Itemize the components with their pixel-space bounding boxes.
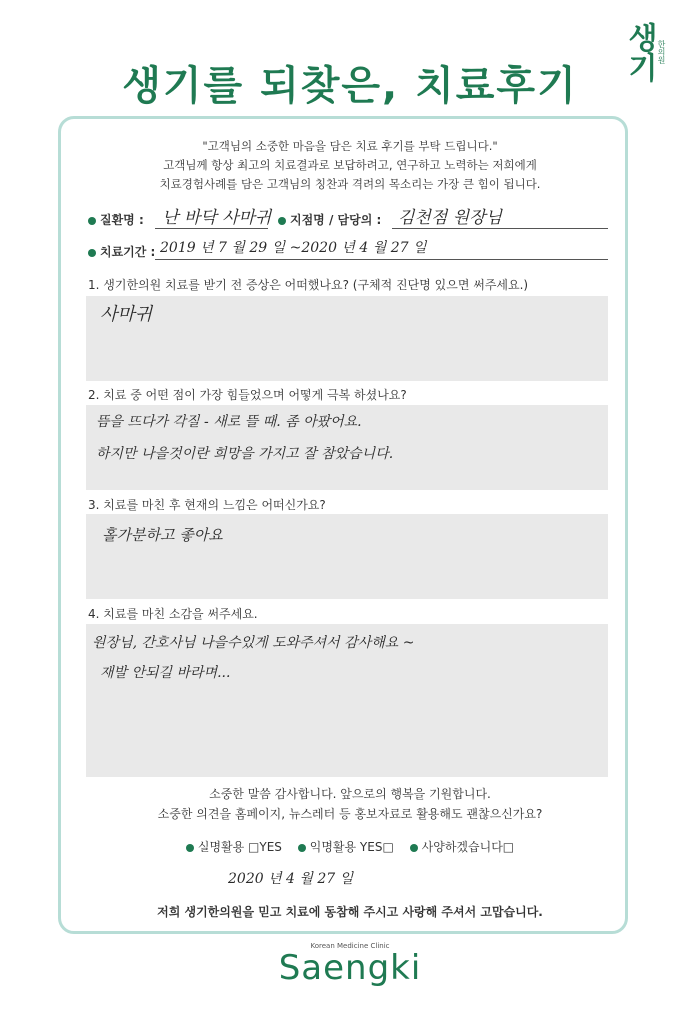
branch-value[interactable]: 김천점 원장님 [398,208,502,228]
brand-tagline: Korean Medicine Clinic [310,942,390,950]
answer-line: 원장님, 간호사님 나을수있게 도와주셔서 감사해요 ~ [92,635,415,651]
period-underline [155,259,608,260]
brand-name: Saengki [278,948,422,988]
disease-label: 질환명 : [88,211,144,228]
closing-line: 소중한 말씀 감사합니다. 앞으로의 행복을 기원합니다. [209,787,491,801]
question-2: 2. 치료 중 어떤 점이 가장 힘들었으며 어떻게 극복 하셨나요? [88,388,407,402]
answer-line: 사마귀 [100,304,153,325]
answer-line: 홀가분하고 좋아요 [102,526,223,544]
thanks-text: 저희 생기한의원을 믿고 치료에 동참해 주시고 사랑해 주셔서 고맙습니다. [157,905,543,919]
answer-box-1[interactable] [86,296,608,381]
intro-line: 치료경험사례를 담은 고객님의 칭찬과 격려의 목소리는 가장 큰 힘이 됩니다. [159,177,541,191]
page-title: 생기를 되찾은, 치료후기 [122,63,578,109]
logo-subtitle: 한의원 [657,40,666,64]
intro-text [60,137,640,194]
question-4: 4. 치료를 마친 소감을 써주세요. [88,607,258,621]
intro-line: 고객님께 항상 최고의 치료결과로 보답하려고, 연구하고 노력하는 저희에게 [163,158,537,172]
question-1: 1. 생기한의원 치료를 받기 전 증상은 어떠했나요? (구체적 진단명 있으면 써주세요.) [88,278,529,292]
answer-box-4[interactable] [86,624,608,777]
option-decline[interactable]: 사양하겠습니다□ [410,840,514,854]
logo-mark: 생기 [622,22,657,82]
closing-line: 소중한 의견을 홈페이지, 뉴스레터 등 홍보자료로 활용해도 괜찮으신가요? [157,807,543,821]
option-real-name[interactable]: 실명활용 □YES [186,840,282,854]
bullet-icon [88,249,96,257]
disease-value[interactable]: 난 바닥 사마귀 [162,208,272,228]
period-value[interactable]: 2019 년 7 월 29 일 ~2020 년 4 월 27 일 [160,240,427,256]
period-label: 치료기간 : [88,243,155,260]
intro-line: "고객님의 소중한 마음을 담은 치료 후기를 부탁 드립니다." [202,139,498,153]
brand-logo [624,22,668,122]
disease-underline [155,228,268,229]
question-3: 3. 치료를 마친 후 현재의 느낌은 어떠신가요? [88,498,326,512]
signed-date[interactable]: 2020 년 4 월 27 일 [228,871,354,887]
answer-line: 재발 안되길 바라며... [100,665,231,681]
bullet-icon [298,844,306,852]
bullet-icon [186,844,194,852]
branch-label: 지점명 / 담당의 : [278,211,381,228]
bullet-icon [88,217,96,225]
consent-options [60,838,640,855]
bullet-icon [278,217,286,225]
answer-line: 뜸을 뜨다가 각질 - 새로 뜰 때. 좀 아팠어요. [96,414,362,430]
answer-box-2[interactable] [86,405,608,490]
answer-line: 하지만 나을것이란 희망을 가지고 잘 참았습니다. [96,446,394,462]
closing-text [60,784,640,824]
option-anonymous[interactable]: 익명활용 YES□ [298,840,394,854]
branch-underline [392,228,608,229]
bullet-icon [410,844,418,852]
answer-box-3[interactable] [86,514,608,599]
